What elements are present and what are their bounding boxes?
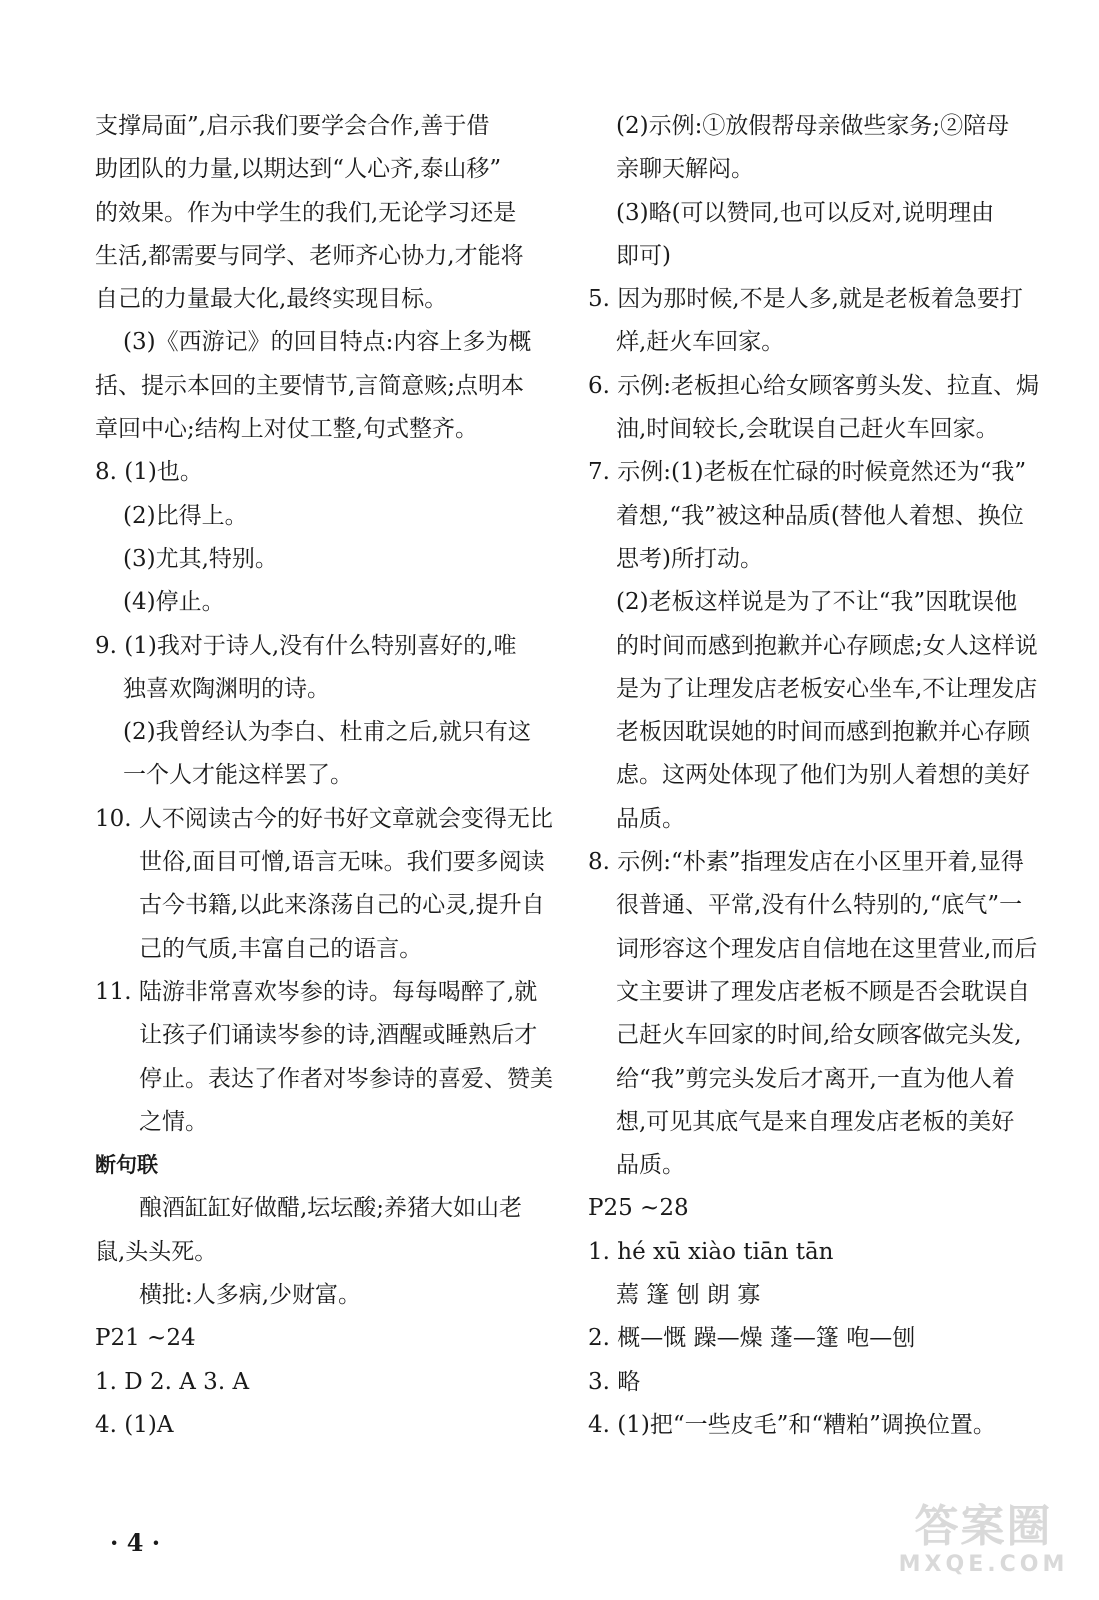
left-text-line: 古今书籍,以此来涤荡自己的心灵,提升自 [139,892,545,919]
left-text-line: 10. 人不阅读古今的好书好文章就会变得无比 [95,805,553,832]
left-text-line: 生活,都需要与同学、老师齐心协力,才能将 [95,242,524,269]
left-text-line: 断句联 [95,1153,158,1178]
right-text-line: 1. hé xū xiào tiān tān [588,1238,834,1265]
right-text-line: 虑。这两处体现了他们为别人着想的美好 [616,762,1030,789]
right-text-line: 品质。 [616,1152,685,1179]
right-text-line: 想,可见其底气是来自理发店老板的美好 [616,1108,1015,1135]
left-text-line: (3)《西游记》的回目特点:内容上多为概 [123,329,532,356]
right-text-line: 很普通、平常,没有什么特别的,“底气”一 [616,892,1023,919]
left-text-line: 自己的力量最大化,最终实现目标。 [95,286,448,313]
watermark-top-text: 答案圈 [914,1501,1053,1552]
left-text-line: (2)我曾经认为李白、杜甫之后,就只有这 [123,719,531,746]
right-text-line: P25 ~28 [588,1195,689,1222]
left-column [95,105,553,1447]
right-text-line: 3. 略 [588,1368,641,1395]
right-text-line: 是为了让理发店老板安心坐车,不让理发店 [616,675,1038,702]
left-text-line: 鼠,头头死。 [95,1238,218,1265]
right-text-line: 4. (1)把“一些皮毛”和“糟粕”调换位置。 [588,1411,996,1438]
watermark-logo [896,1502,1071,1582]
right-text-line: 2. 概—慨 躁—燥 蓬—篷 咆—刨 [588,1325,916,1352]
left-text-line: 停止。表达了作者对岑参诗的喜爱、赞美 [139,1065,553,1092]
left-text-line: 酿酒缸缸好做醋,坛坛酸;养猪大如山老 [139,1195,523,1222]
left-text-line: 之情。 [139,1108,208,1135]
left-text-line: 1. D 2. A 3. A [95,1368,250,1395]
left-text-line: 让孩子们诵读岑参的诗,酒醒或睡熟后才 [139,1022,538,1049]
left-text-line: 己的气质,丰富自己的语言。 [139,935,423,962]
right-text-line: 词形容这个理发店自信地在这里营业,而后 [616,935,1038,962]
left-text-line: (4)停止。 [123,589,225,616]
right-text-line: 蔫 篷 刨 朗 寡 [616,1282,761,1309]
left-text-line: 8. (1)也。 [95,459,203,486]
right-text-line: (2)老板这样说是为了不让“我”因耽误他 [616,589,1018,616]
left-text-line: P21 ~24 [95,1325,196,1352]
right-text-line: 文主要讲了理发店老板不顾是否会耽误自 [616,978,1030,1005]
right-text-line: 着想,“我”被这种品质(替他人着想、换位 [616,502,1024,529]
left-text-line: 支撑局面”,启示我们要学会合作,善于借 [95,113,490,139]
page-number: · 4 · [110,1528,161,1557]
left-text-line: 括、提示本回的主要情节,言简意赅;点明本 [95,372,525,399]
right-text-line: 7. 示例:(1)老板在忙碌的时候竟然还为“我” [588,459,1027,486]
right-text-line: 5. 因为那时候,不是人多,就是老板着急要打 [588,286,1023,313]
left-text-line: 的效果。作为中学生的我们,无论学习还是 [95,199,517,226]
left-text-line: 章回中心;结构上对仗工整,句式整齐。 [95,416,479,443]
right-text-line: 即可) [616,242,671,269]
right-text-line: 的时间而感到抱歉并心存顾虑;女人这样说 [616,632,1038,659]
left-text-line: 世俗,面目可憎,语言无味。我们要多阅读 [139,849,545,876]
left-text-line: (3)尤其,特别。 [123,545,278,572]
left-text-line: 9. (1)我对于诗人,没有什么特别喜好的,唯 [95,632,517,659]
left-text-line: 11. 陆游非常喜欢岑参的诗。每每喝醉了,就 [95,978,538,1005]
right-text-line: 品质。 [616,805,685,832]
watermark-bottom-text: MXQE.COM [898,1552,1069,1577]
left-text-line: 独喜欢陶渊明的诗。 [123,675,330,702]
right-text-line: 油,时间较长,会耽误自己赶火车回家。 [616,416,999,443]
right-text-line: 己赶火车回家的时间,给女顾客做完头发, [616,1022,1022,1049]
right-text-line: 6. 示例:老板担心给女顾客剪头发、拉直、焗 [588,372,1040,399]
right-column [588,105,1043,1447]
right-text-line: (3)略(可以赞同,也可以反对,说明理由 [616,199,995,226]
left-text-line: (2)比得上。 [123,502,248,529]
left-text-line: 一个人才能这样罢了。 [123,762,353,789]
right-text-line: 烊,赶火车回家。 [616,329,785,356]
right-text-line: 老板因耽误她的时间而感到抱歉并心存顾 [616,719,1030,746]
right-text-line: 亲聊天解闷。 [616,156,754,183]
right-text-line: 8. 示例:“朴素”指理发店在小区里开着,显得 [588,849,1024,876]
right-text-line: (2)示例:①放假帮母亲做些家务;②陪母 [616,113,1010,139]
right-text-line: 思考)所打动。 [616,545,763,572]
left-text-line: 4. (1)A [95,1411,174,1438]
left-text-line: 助团队的力量,以期达到“人心齐,泰山移” [95,156,502,183]
right-text-line: 给“我”剪完头发后才离开,一直为他人着 [616,1065,1015,1092]
left-text-line: 横批:人多病,少财富。 [139,1282,362,1309]
